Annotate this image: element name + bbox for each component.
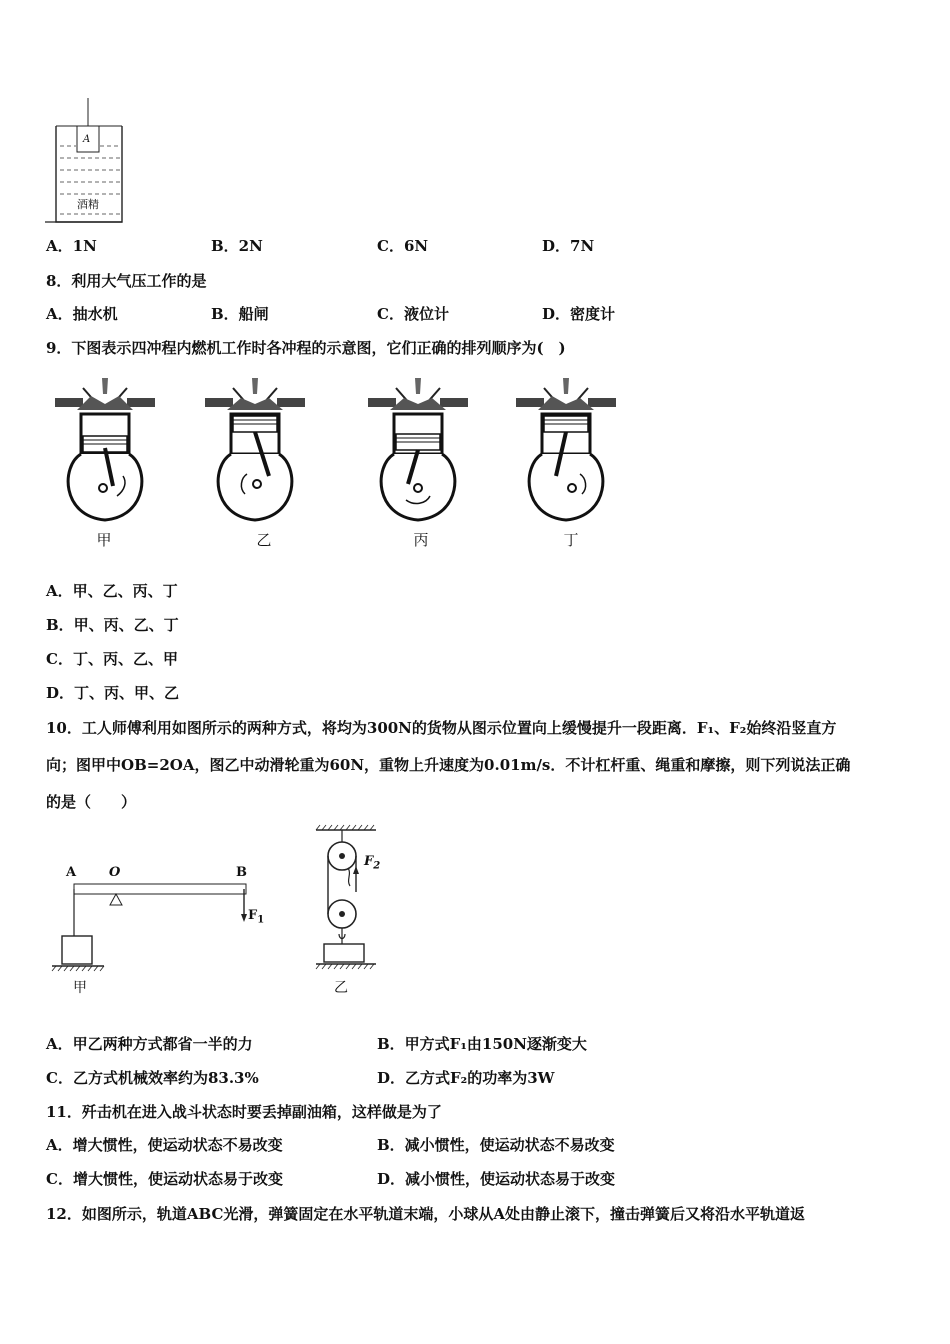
q8-option-a[interactable]: A．抽水机	[46, 305, 118, 323]
pulley-force-f2-letter: F	[364, 854, 374, 869]
pulley-force-f2	[364, 854, 380, 872]
q9-stem: 9．下图表示四冲程内燃机工作时各冲程的示意图，它们正确的排列顺序为( )	[46, 339, 566, 357]
q8-option-c[interactable]: C．液位计	[377, 305, 449, 323]
q11-option-b[interactable]: B．减小惯性，使运动状态不易改变	[377, 1136, 615, 1154]
pulley-force-f2-sub: 2	[373, 860, 381, 872]
engine-label-yi: 乙	[256, 531, 272, 549]
q9-option-a[interactable]: A．甲、乙、丙、丁	[46, 582, 178, 600]
engine-label-ding: 丁	[563, 531, 579, 549]
q8-option-b[interactable]: B．船闸	[211, 305, 269, 323]
engine-label-bing: 丙	[413, 531, 429, 549]
q8-stem: 8．利用大气压工作的是	[46, 272, 207, 290]
q10-stem-line1: 10．工人师傅利用如图所示的两种方式，将均为300N的货物从图示位置向上缓慢提升一段距离．F₁、F₂始终沿竖直方	[46, 719, 837, 737]
pulley-caption-yi: 乙	[334, 980, 348, 996]
q7-option-b[interactable]: B．2N	[211, 237, 263, 255]
lever-label-o: O	[109, 865, 121, 880]
q7-block-label: A	[83, 134, 91, 145]
engine-diagram-ding	[516, 376, 616, 524]
q7-option-c[interactable]: C．6N	[377, 237, 429, 255]
q10-option-d[interactable]: D．乙方式F₂的功率为3W	[377, 1069, 555, 1087]
lever-label-a: A	[66, 865, 77, 880]
engine-diagram-jia	[55, 376, 155, 524]
q10-option-a[interactable]: A．甲乙两种方式都省一半的力	[46, 1035, 253, 1053]
q11-option-c[interactable]: C．增大惯性，使运动状态易于改变	[46, 1170, 283, 1188]
q11-option-d[interactable]: D．减小惯性，使运动状态易于改变	[377, 1170, 616, 1188]
q7-option-d[interactable]: D．7N	[542, 237, 595, 255]
q9-option-c[interactable]: C．丁、丙、乙、甲	[46, 650, 178, 668]
q10-option-c[interactable]: C．乙方式机械效率约为83.3%	[46, 1069, 259, 1087]
engine-label-jia: 甲	[96, 531, 112, 549]
lever-label-b: B	[236, 865, 247, 880]
q10-stem-line3: 的是（ ）	[46, 793, 137, 811]
q11-option-a[interactable]: A．增大惯性，使运动状态不易改变	[46, 1136, 283, 1154]
lever-force-f1-letter: F	[248, 908, 258, 923]
lever-force-f1-sub: 1	[257, 914, 265, 926]
lever-caption-jia: 甲	[73, 980, 87, 996]
q11-stem: 11．歼击机在进入战斗状态时要丢掉副油箱，这样做是为了	[46, 1103, 442, 1121]
q9-option-b[interactable]: B．甲、丙、乙、丁	[46, 616, 179, 634]
q7-option-a[interactable]: A．1N	[46, 237, 97, 255]
q7-liquid-label: 酒精	[77, 198, 99, 211]
pulley-figure-yi	[312, 822, 392, 972]
q8-option-d[interactable]: D．密度计	[542, 305, 616, 323]
q12-stem: 12．如图所示，轨道ABC光滑，弹簧固定在水平轨道末端，小球从A处由静止滚下，撞击弹簧后又将沿水平轨道返	[46, 1205, 806, 1223]
engine-diagram-bing	[368, 376, 468, 524]
lever-force-f1	[248, 908, 264, 926]
q10-stem-line2: 向；图甲中OB=2OA，图乙中动滑轮重为60N，重物上升速度为0.01m/s．不计杠杆重、绳重和摩擦，则下列说法正确	[46, 756, 851, 774]
q10-option-b[interactable]: B．甲方式F₁由150N逐渐变大	[377, 1035, 587, 1053]
lever-figure-jia	[52, 880, 272, 980]
engine-diagram-yi	[205, 376, 305, 524]
q9-option-d[interactable]: D．丁、丙、甲、乙	[46, 684, 180, 702]
